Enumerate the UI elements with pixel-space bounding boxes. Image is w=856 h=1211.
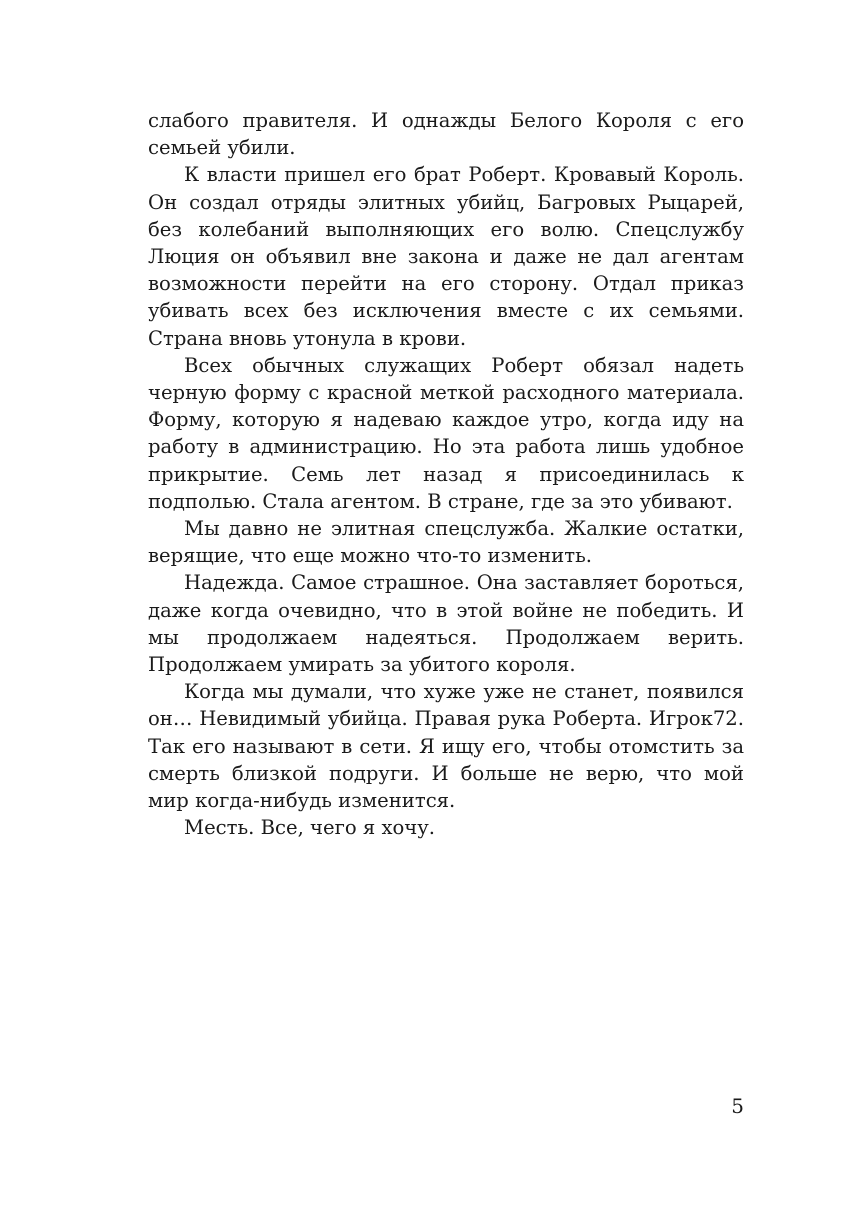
paragraph: Когда мы думали, что хуже уже не станет, появился он… Невидимый убийца. Правая рука Роберта. Игрок72. Так его называют в сети. Я ищу его, чтобы отомстить за смерть близкой подруги. И больше не верю, что мой мир когда-нибудь изменится. <box>148 680 744 813</box>
paragraph-continued: слабого правителя. И однажды Белого Короля с его семьей убили. <box>148 109 744 160</box>
paragraph: Всех обычных служащих Роберт обязал надеть черную форму с красной меткой расходного материала. Форму, которую я надеваю каждое утро, когда иду на работу в администрацию. Но эта работа лишь удобное прикрытие. Семь лет назад я присоединилась к подполью. Стала агентом. В стране, где за это убивают. <box>148 353 744 513</box>
paragraph: К власти пришел его брат Роберт. Кровавый Король. Он создал отряды элитных убийц, Багровых Рыцарей, без колебаний выполняющих его волю. Спецслужбу Люция он объявил вне закона и даже не дал агентам возможности перейти на его сторону. Отдал приказ убивать всех без исключения вместе с их семьями. Страна вновь утонула в крови. <box>148 163 744 350</box>
paragraph: Надежда. Самое страшное. Она заставляет бороться, даже когда очевидно, что в этой войне не победить. И мы продолжаем надеяться. Продолжаем верить. Продолжаем умирать за убитого короля. <box>148 571 744 677</box>
page-number: 5 <box>731 1094 744 1118</box>
body-text <box>148 107 744 841</box>
paragraph: Мы давно не элитная спецслужба. Жалкие остатки, верящие, что еще можно что-то изменить. <box>148 517 744 568</box>
paragraph: Месть. Все, чего я хочу. <box>184 816 436 840</box>
